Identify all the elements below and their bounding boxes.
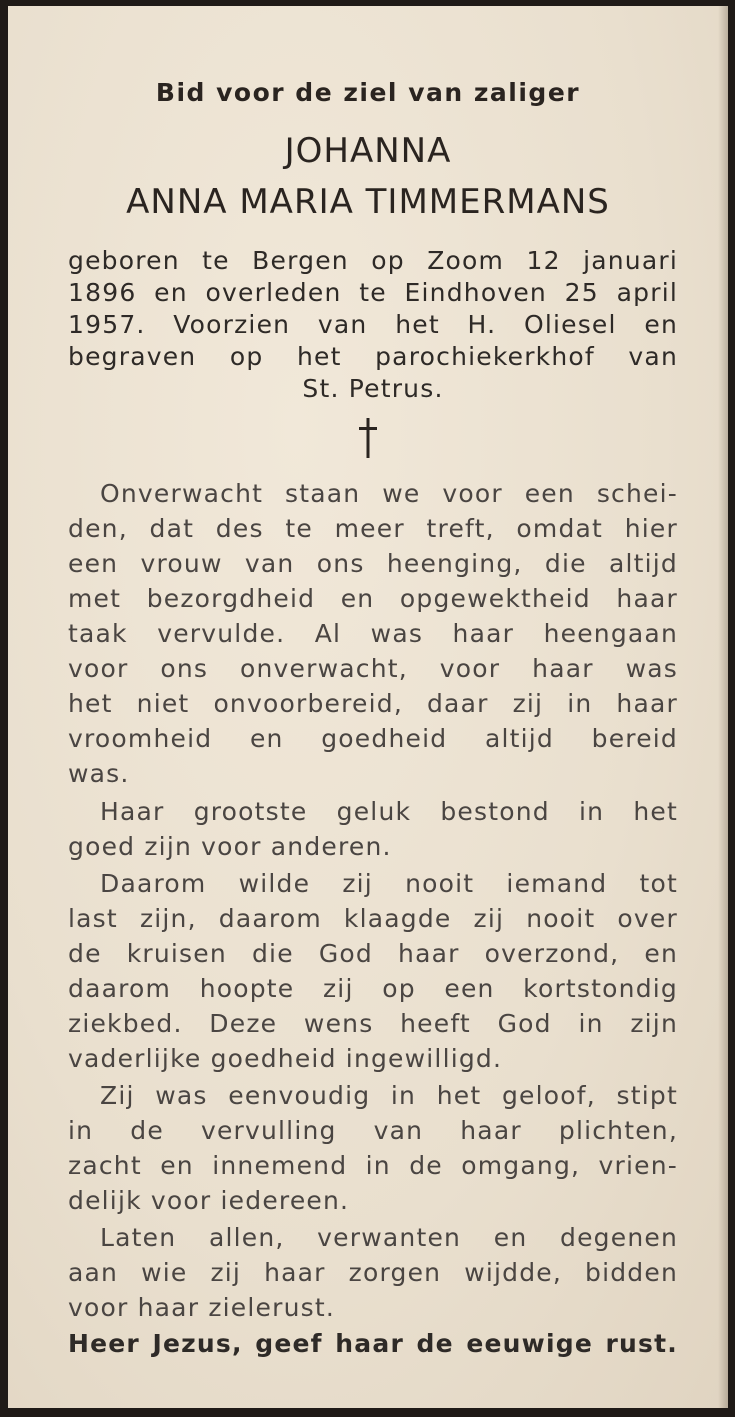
body-line: last zijn, daarom klaagde zij nooit over bbox=[68, 904, 678, 933]
body-line: een vrouw van ons heenging, die altijd bbox=[68, 549, 678, 578]
closing-prayer: Heer Jezus, geef haar de eeuwige rust. bbox=[68, 1329, 678, 1358]
deceased-full-name: ANNA MARIA TIMMERMANS bbox=[126, 182, 610, 222]
biography-line: St. Petrus. bbox=[302, 374, 444, 403]
body-line: Daarom wilde zij nooit iemand tot bbox=[100, 869, 678, 898]
body-line: den, dat des te meer treft, omdat hier bbox=[68, 514, 678, 543]
body-line: Laten allen, verwanten en degenen bbox=[100, 1223, 678, 1252]
body-line: daarom hoopte zij op een kortstondig bbox=[68, 974, 678, 1003]
body-line: Onverwacht staan we voor een schei- bbox=[100, 479, 678, 508]
body-line: vaderlijke goedheid ingewilligd. bbox=[68, 1044, 503, 1073]
deceased-first-name: JOHANNA bbox=[284, 131, 452, 171]
body-line: in de vervulling van haar plichten, bbox=[68, 1116, 678, 1145]
memorial-card bbox=[8, 6, 728, 1408]
body-line: taak vervulde. Al was haar heengaan bbox=[68, 619, 678, 648]
body-line: ziekbed. Deze wens heeft God in zijn bbox=[68, 1009, 678, 1038]
biography-line: geboren te Bergen op Zoom 12 januari bbox=[68, 246, 678, 275]
biography-line: begraven op het parochiekerkhof van bbox=[68, 342, 678, 371]
body-line: goed zijn voor anderen. bbox=[68, 832, 392, 861]
body-line: de kruisen die God haar overzond, en bbox=[68, 939, 678, 968]
body-line: zacht en innemend in de omgang, vrien- bbox=[68, 1151, 678, 1180]
biography-line: 1957. Voorzien van het H. Oliesel en bbox=[68, 310, 678, 339]
body-line: Haar grootste geluk bestond in het bbox=[100, 797, 678, 826]
body-line: aan wie zij haar zorgen wijdde, bidden bbox=[68, 1258, 678, 1287]
biography-line: 1896 en overleden te Eindhoven 25 april bbox=[68, 278, 678, 307]
body-line: delijk voor iedereen. bbox=[68, 1186, 350, 1215]
body-line: vroomheid en goedheid altijd bereid bbox=[68, 724, 678, 753]
body-line: Zij was eenvoudig in het geloof, stipt bbox=[100, 1081, 678, 1110]
body-line: voor ons onverwacht, voor haar was bbox=[68, 654, 678, 683]
prayer-intro: Bid voor de ziel van zaliger bbox=[155, 78, 581, 107]
body-line: was. bbox=[68, 759, 130, 788]
body-line: het niet onvoorbereid, daar zij in haar bbox=[68, 689, 678, 718]
body-line: met bezorgdheid en opgewektheid haar bbox=[68, 584, 678, 613]
latin-cross-icon bbox=[356, 416, 380, 460]
body-line: voor haar zielerust. bbox=[68, 1293, 335, 1322]
